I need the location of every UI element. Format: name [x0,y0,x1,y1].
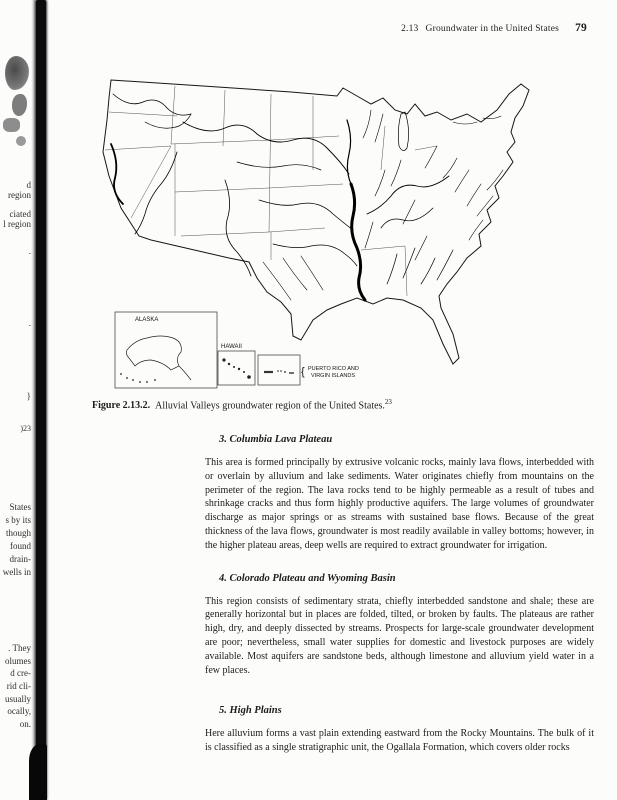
figure-label: Figure 2.13.2. [92,400,151,412]
section-colorado-plateau-wyoming-basin [205,573,594,678]
gutter-text-fragment: found [10,541,31,551]
gutter-text-fragment: . [28,318,31,328]
alaska-label: ALASKA [135,317,159,323]
gutter-text-fragment: )23 [20,424,31,433]
body-text-column [205,434,594,755]
section-high-plains [205,705,594,755]
puerto-rico-inset [258,355,300,385]
hawaii-label: HAWAII [221,344,242,350]
puerto-rico-label-line2: VIRGIN ISLANDS [311,373,356,379]
header-page-number: 79 [575,22,587,34]
rivers [111,94,503,300]
alaska-inset [115,312,217,388]
page-header [401,22,587,34]
gutter-text-fragment: olumes [5,656,31,666]
section-heading: 4. Colorado Plateau and Wyoming Basin [219,572,396,584]
puerto-rico-brace: { [301,366,305,378]
gutter-fragments [0,0,34,800]
figure-footnote-ref: 23 [384,398,392,406]
gutter-text-fragment: drain- [9,554,31,564]
gutter-text-fragment: d cre- [10,668,31,678]
section-body: This region consists of sedimentary strata, chiefly interbedded sandstone and shale; these are generally horizontal but in places are folded, tilted, or broken by faults. The plateaus are rather high, dry, and deeply dissected by streams. Prospects for large-scale groundwater development are poor; nevertheless, small water supplies for domestic and livestock purposes are widely available. Most aquifers are sandstone beds, although limestone and alluvium yield water in a few places. [205,595,594,676]
gutter-text-fragment: s by its [5,515,31,525]
header-section-number: 2.13 [401,24,419,34]
hawaii-inset [218,351,255,385]
gutter-text-fragment: rid cli- [6,681,31,691]
gutter-text-fragment: . [28,246,31,256]
gutter-text-fragment: region [8,190,31,200]
hawaii-islands [222,358,250,378]
gutter-text-fragment: . They [8,643,31,653]
section-heading: 3. Columbia Lava Plateau [219,434,333,445]
figure-caption-text: Alluvial Valleys groundwater region of the United States. [155,400,385,412]
gutter-text-fragment: on. [19,719,31,729]
header-title: Groundwater in the United States [425,24,560,34]
section-columbia-lava-plateau [205,434,594,553]
gutter-text-fragment: though [5,528,31,538]
virgin-islands-dots [277,370,286,373]
gutter-text-fragment: d [26,180,31,190]
section-body: Here alluvium forms a vast plain extending eastward from the Rocky Mountains. The bulk of it is classified as a single stratigraphic unit, the Ogallala Formation, which covers older rocks [205,728,594,754]
section-heading: 5. High Plains [219,705,282,717]
gutter-text-fragment: wells in [2,567,31,577]
binding-strip [36,0,46,800]
gutter-text-fragment: } [26,391,31,401]
state-borders [105,86,437,296]
gutter-text-fragment: ocally, [7,706,31,716]
figure-2-13-2 [85,50,555,400]
aleutian-islands [120,373,156,383]
us-outline [103,80,529,364]
gutter-text-fragment: usually [5,694,31,704]
section-body: This area is formed principally by extrusive volcanic rocks, mainly lava flows, interbedded with or overlain by alluvium and lake sediments. Water originates chiefly from mountains on the perimeter of the region. The lava rocks tend to be highly permeable as a result of tubes and shrinkage cracks and thus form highly productive aquifers. The large volumes of groundwater discharge as major springs or as streams with sustained base flows. Because of the great thickness of the lava flows, groundwater is most readily available in valley bottoms; however, in the higher plateau areas, deep wells are required to extract groundwater for irrigation. [205,457,594,551]
figure-caption [92,398,392,411]
gutter-text-fragment: States [9,502,31,512]
us-map-figure [85,50,555,400]
gutter-text-fragment: l region [3,219,31,229]
gutter-text-fragment: ciated [9,209,31,219]
puerto-rico-label-line1: PUERTO RICO AND [308,366,359,372]
